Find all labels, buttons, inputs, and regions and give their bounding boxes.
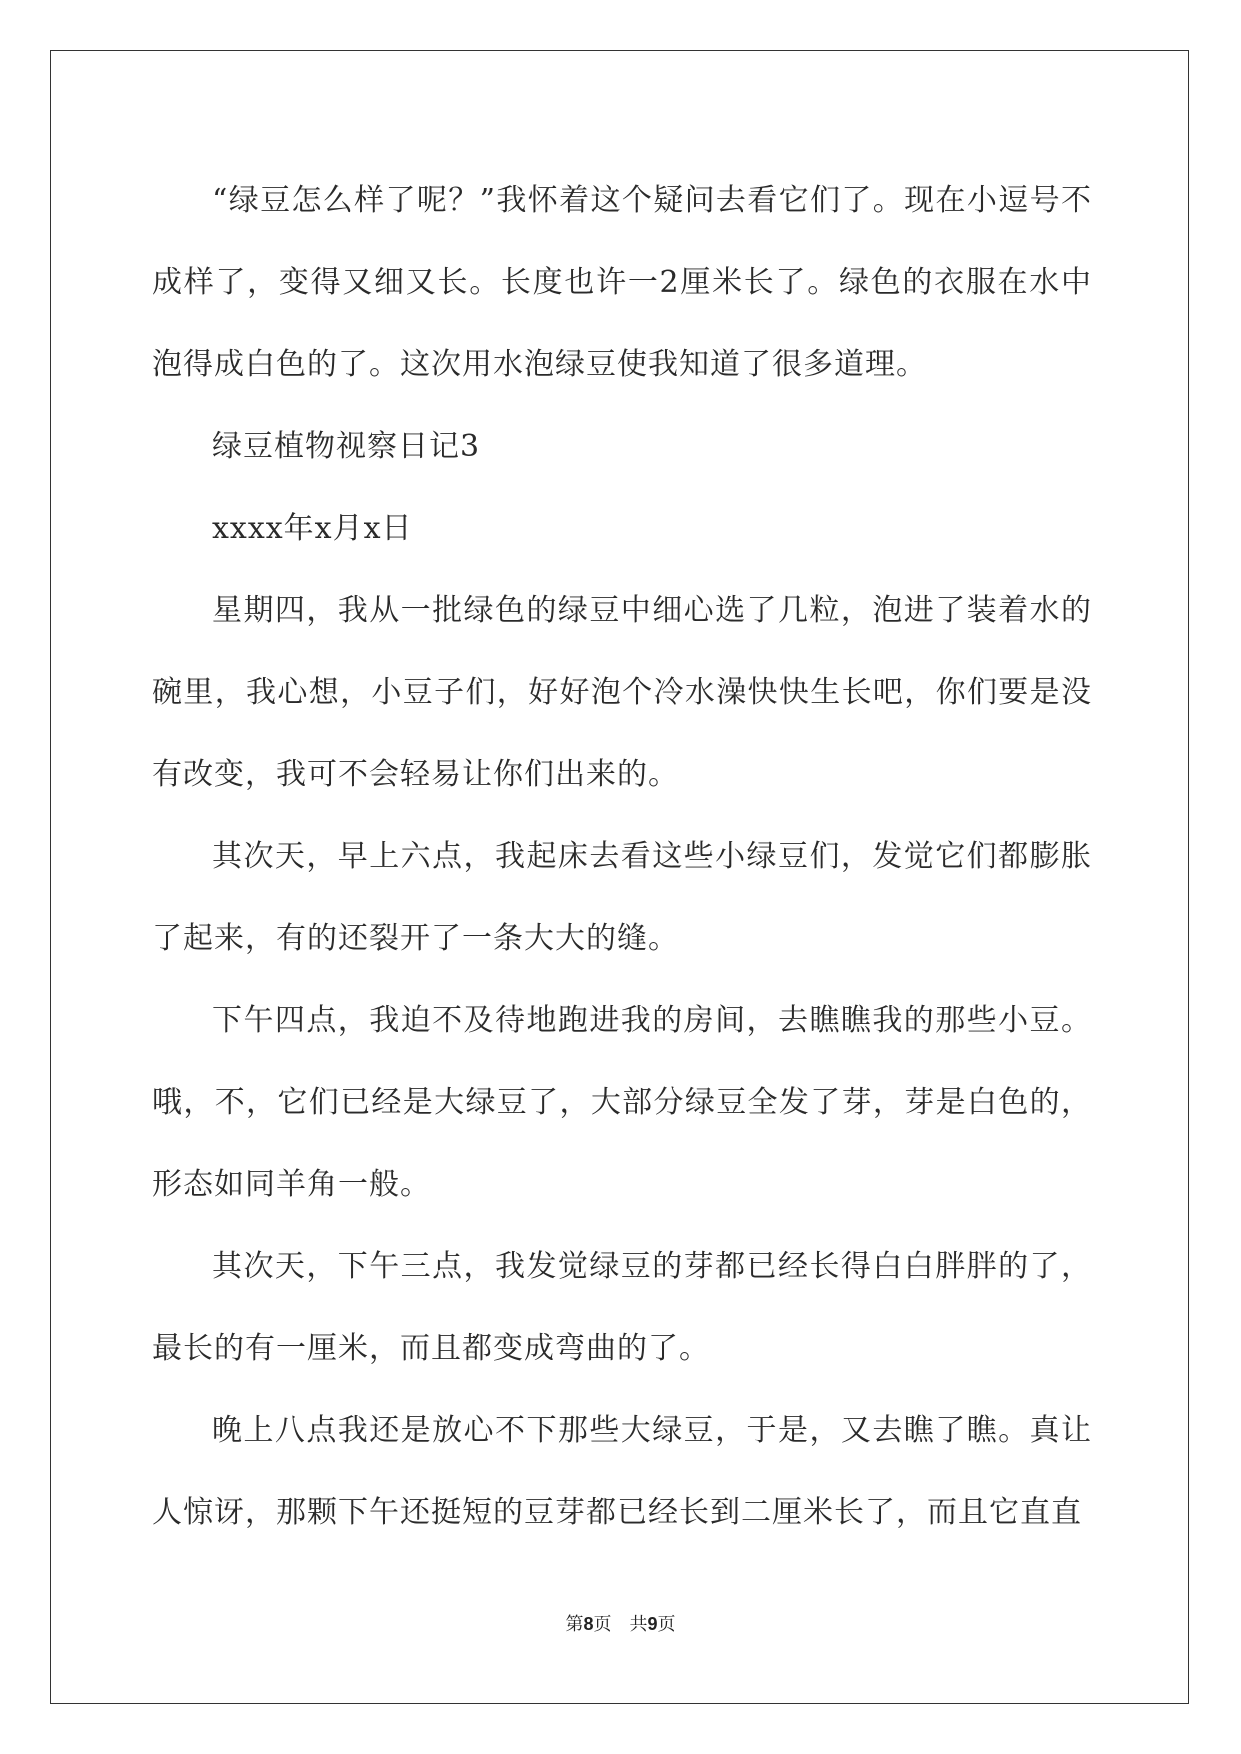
page-footer <box>0 1610 1241 1636</box>
total-pages: 9 <box>647 1614 658 1634</box>
total-suffix: 页 <box>657 1614 676 1635</box>
paragraph-4: 下午四点，我迫不及待地跑进我的房间，去瞧瞧我的那些小豆。哦，不，它们已经是大绿豆了，大部分绿豆全发了芽，芽是白色的，形态如同羊角一般。 <box>152 1003 1092 1202</box>
paragraph-5: 其次天，下午三点，我发觉绿豆的芽都已经长得白白胖胖的了，最长的有一厘米，而且都变成弯曲的了。 <box>152 1249 1092 1366</box>
paragraph-6: 晚上八点我还是放心不下那些大绿豆，于是，又去瞧了瞧。真让人惊讶，那颗下午还挺短的豆芽都已经长到二厘米长了，而且它直直 <box>152 1413 1092 1530</box>
document-body <box>152 160 1092 1554</box>
paragraph-2: 星期四，我从一批绿色的绿豆中细心选了几粒，泡进了装着水的碗里，我心想，小豆子们，好好泡个冷水澡快快生长吧，你们要是没有改变，我可不会轻易让你们出来的。 <box>152 593 1092 792</box>
page-prefix: 第 <box>565 1614 584 1635</box>
diary-date: xxxx年x月x日 <box>212 511 413 546</box>
paragraph-3: 其次天，早上六点，我起床去看这些小绿豆们，发觉它们都膨胀了起来，有的还裂开了一条大大的缝。 <box>152 839 1092 956</box>
total-prefix: 共 <box>629 1614 648 1635</box>
page-suffix: 页 <box>593 1614 612 1635</box>
paragraph-1: “绿豆怎么样了呢？”我怀着这个疑问去看它们了。现在小逗号不成样了，变得又细又长。长度也许一2厘米长了。绿色的衣服在水中泡得成白色的了。这次用水泡绿豆使我知道了很多道理。 <box>152 183 1092 382</box>
page-number: 8 <box>583 1614 594 1634</box>
section-heading: 绿豆植物视察日记3 <box>212 429 481 464</box>
